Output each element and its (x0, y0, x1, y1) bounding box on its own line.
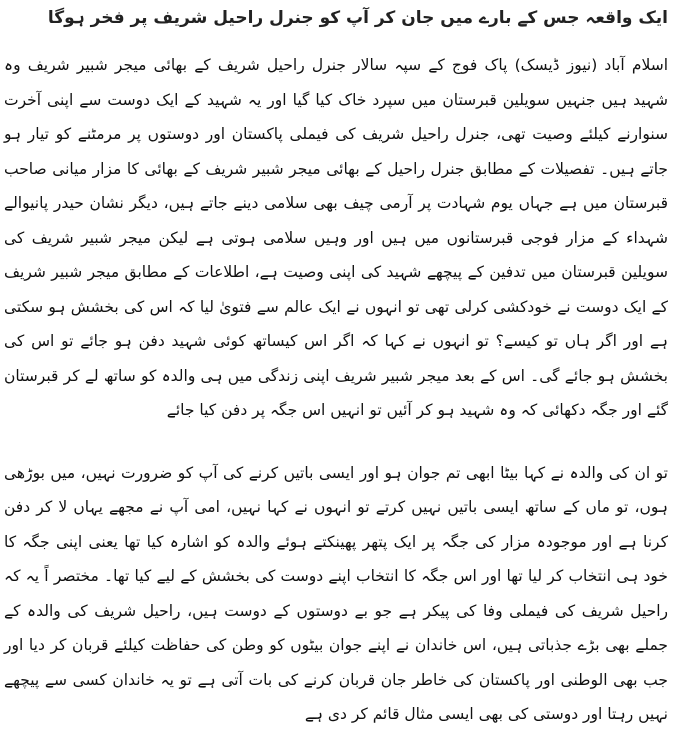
article-paragraph-1: اسلام آباد (نیوز ڈیسک) پاک فوج کے سپہ سالار جنرل راحیل شریف کے بھائی میجر شبیر شریف وہ شہید ہیں جنہیں سویلین قبرستان میں سپرد خاک کیا گیا اور یہ شہید کے ایک دوست سے اپنی آخرت سنوارنے کیلئے وصیت تھی، جنرل راحیل شریف کی فیملی پاکستان اور دوستوں پر مرمٹنے کو تیار ہو جاتے ہیں۔ تفصیلات کے مطابق جنرل راحیل کے بھائی میجر شبیر شریف کے بھائی کا مزار میانی صاحب قبرستان میں ہے جہاں یوم شہادت پر آرمی چیف بھی سلامی دینے جاتے ہیں، دیگر نشان حیدر پانیوالے شہداء کے مزار فوجی قبرستانوں میں ہیں اور وہیں سلامی ہوتی ہے لیکن میجر شبیر شریف کی سویلین قبرستان میں تدفین کے پیچھے شہید کی اپنی وصیت ہے، اطلاعات کے مطابق میجر شبیر شریف کے ایک دوست نے خودکشی کرلی تھی تو انہوں نے ایک عالم سے فتویٰ لیا کہ اس کی بخشش ہو سکتی ہے اور اگر ہاں تو کیسے؟ تو انہوں نے کہا کہ اگر اس کیساتھ کوئی شہید دفن ہو جائے تو اس کی بخشش ہو جائے گی۔ اس کے بعد میجر شبیر شریف اپنی زندگی میں ہی والدہ کو ساتھ لے کر قبرستان گئے اور جگہ دکھائی کہ وہ شہید ہو کر آئیں تو انہیں اس جگہ پر دفن کیا جائے (4, 56, 668, 419)
article-paragraph-2: تو ان کی والدہ نے کہا بیٹا ابھی تم جوان ہو اور ایسی باتیں کرنے کی آپ کو ضرورت نہیں، میں بوڑھی ہوں، تو ماں کے ساتھ ایسی باتیں نہیں کرتے تو انہوں نے کہا نہیں، امی آپ نے مجھے یہاں لا کر دفن کرنا ہے اور موجودہ مزار کی جگہ پر ایک پتھر پھینکتے ہوئے والدہ کو اشارہ کیا تھا یعنی اپنی جگہ کا خود ہی انتخاب کر لیا تھا اور اس جگہ کا انتخاب اپنے دوست کی بخشش کے لیے کیا تھا۔ مختصر اً یہ کہ راحیل شریف کی فیملی وفا کی پیکر ہے جو بے دوستوں کے دوست ہیں، راحیل شریف کی والدہ کے جملے بھی بڑے جذباتی ہیں، اس خاندان نے اپنے جوان بیٹوں کو وطن کی حفاظت کیلئے قربان کر دیا اور جب بھی الوطنی اور پاکستان کی خاطر جان قربان کرنے کی بات آتی ہے تو یہ خاندان کسی سے پیچھے نہیں رہتا اور دوستی کی بھی ایسی مثال قائم کر دی ہے (4, 463, 668, 723)
article-headline: ایک واقعہ جس کے بارے میں جان کر آپ کو جنرل راحیل شریف پر فخر ہوگا (47, 8, 668, 28)
